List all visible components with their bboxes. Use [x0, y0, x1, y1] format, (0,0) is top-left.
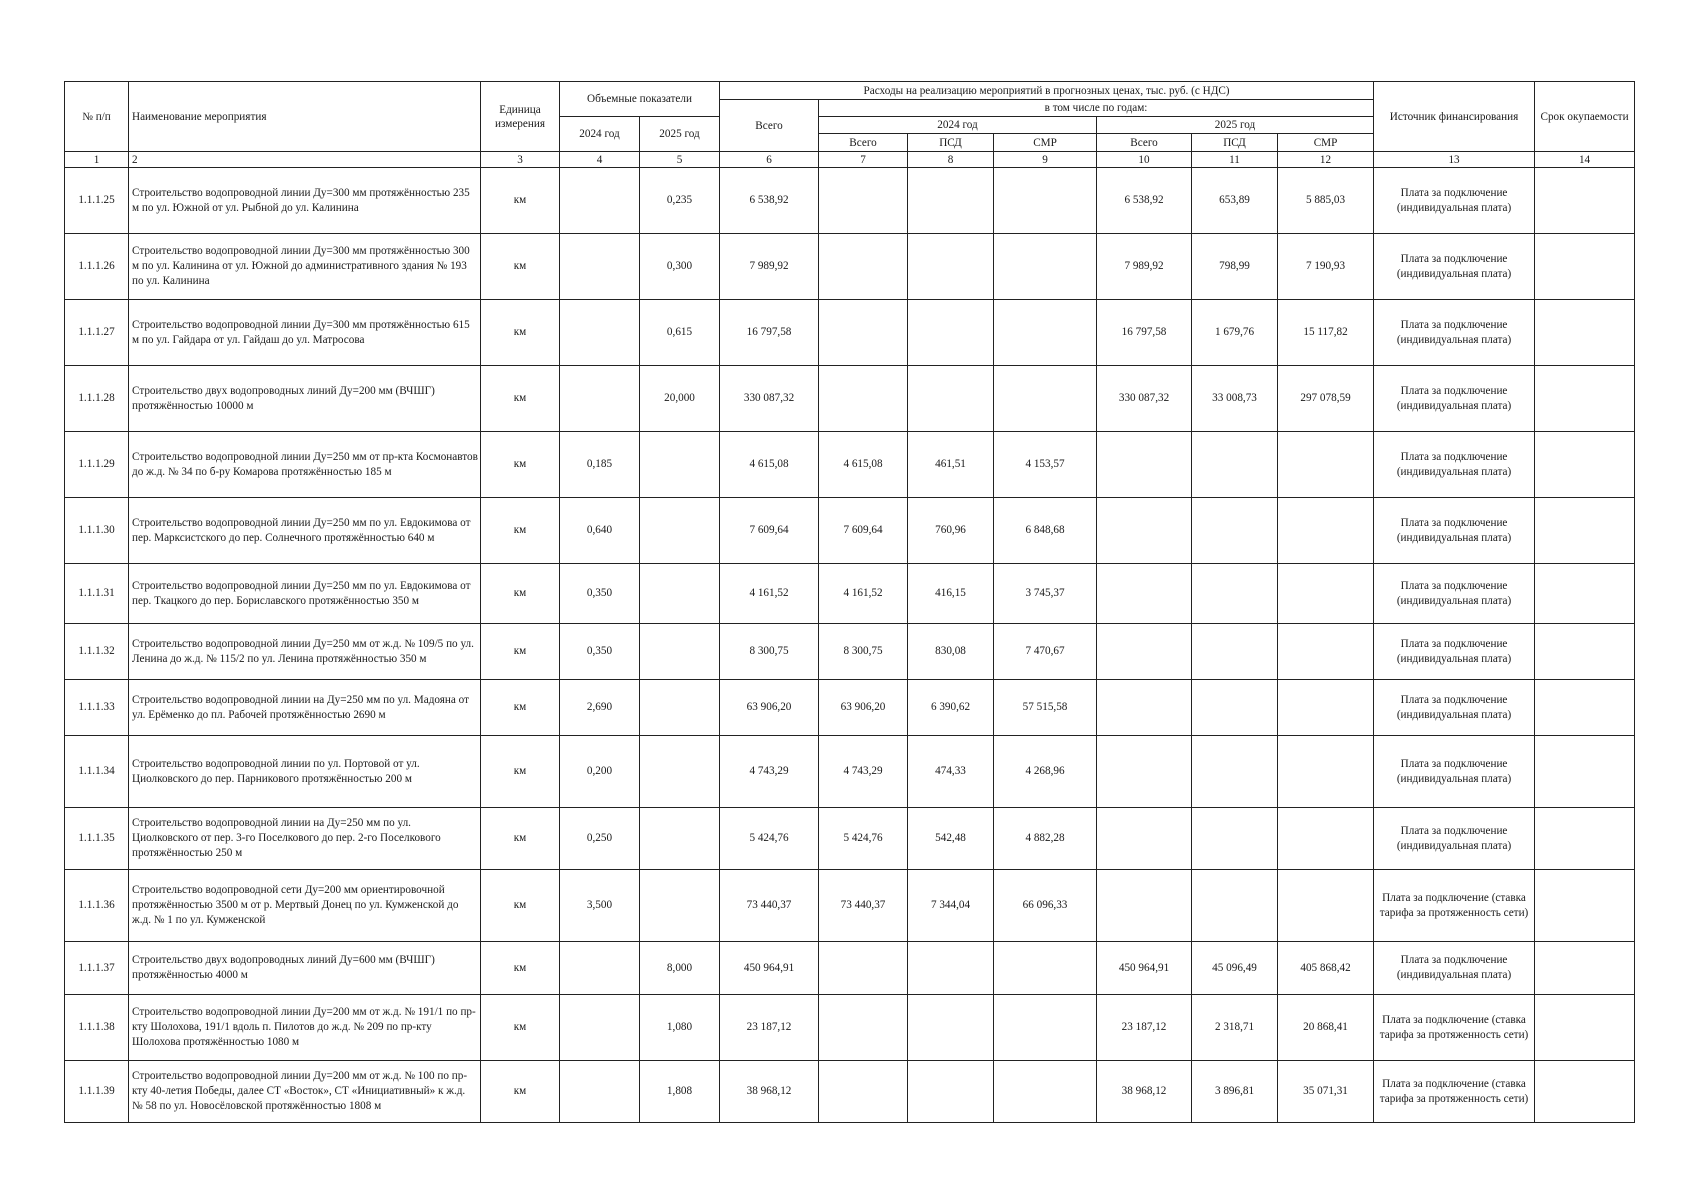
volume-2025-cell: 20,000	[640, 366, 720, 432]
total-2024-cell	[819, 942, 908, 995]
payback-cell	[1535, 300, 1635, 366]
volume-2025-cell	[640, 624, 720, 680]
total-2024-cell: 4 615,08	[819, 432, 908, 498]
unit-cell: км	[481, 498, 560, 564]
measure-name: Строительство водопроводной линии Ду=300 мм протяжённостью 300 м по ул. Калинина от ул. Южной до административного здания № 193 по ул. Калинина	[129, 234, 481, 300]
volume-2025-cell: 0,300	[640, 234, 720, 300]
smr-2024-cell	[994, 234, 1097, 300]
header-expenses: Расходы на реализацию мероприятий в прогнозных ценах, тыс. руб. (с НДС)	[720, 82, 1374, 100]
total-2025-cell: 450 964,91	[1097, 942, 1192, 995]
table-row	[65, 942, 1635, 995]
volume-2024-cell: 0,350	[560, 624, 640, 680]
smr-2025-cell	[1278, 870, 1374, 942]
unit-cell: км	[481, 366, 560, 432]
psd-2025-cell: 33 008,73	[1192, 366, 1278, 432]
smr-2025-cell	[1278, 624, 1374, 680]
header-2025-total: Всего	[1097, 134, 1192, 152]
table-row	[65, 300, 1635, 366]
psd-2024-cell	[908, 995, 994, 1061]
payback-cell	[1535, 168, 1635, 234]
measure-name: Строительство водопроводной линии на Ду=250 мм по ул. Циолковского от пер. 3-го Поселкового до пер. 2-го Поселкового протяжённостью 250 м	[129, 808, 481, 870]
smr-2024-cell	[994, 300, 1097, 366]
total-2025-cell: 16 797,58	[1097, 300, 1192, 366]
smr-2024-cell	[994, 995, 1097, 1061]
total-2024-cell: 5 424,76	[819, 808, 908, 870]
smr-2024-cell: 4 268,96	[994, 736, 1097, 808]
row-number: 1.1.1.25	[65, 168, 129, 234]
header-2024-psd: ПСД	[908, 134, 994, 152]
smr-2024-cell: 4 882,28	[994, 808, 1097, 870]
psd-2024-cell: 416,15	[908, 564, 994, 624]
total-2025-cell	[1097, 736, 1192, 808]
volume-2024-cell: 0,250	[560, 808, 640, 870]
psd-2025-cell	[1192, 736, 1278, 808]
smr-2025-cell	[1278, 680, 1374, 736]
total-2025-cell	[1097, 870, 1192, 942]
volume-2024-cell	[560, 300, 640, 366]
header-unit: Единица измерения	[481, 82, 560, 152]
volume-2025-cell	[640, 736, 720, 808]
total-cost-cell: 4 743,29	[720, 736, 819, 808]
unit-cell: км	[481, 680, 560, 736]
psd-2024-cell: 830,08	[908, 624, 994, 680]
row-number: 1.1.1.39	[65, 1061, 129, 1123]
column-number: 10	[1097, 152, 1192, 168]
total-2024-cell	[819, 234, 908, 300]
total-2024-cell: 4 743,29	[819, 736, 908, 808]
total-2024-cell	[819, 300, 908, 366]
header-num: № п/п	[65, 82, 129, 152]
total-2024-cell: 7 609,64	[819, 498, 908, 564]
column-number: 11	[1192, 152, 1278, 168]
funding-source-cell: Плата за подключение (индивидуальная плата)	[1374, 300, 1535, 366]
table-row	[65, 870, 1635, 942]
unit-cell: км	[481, 1061, 560, 1123]
column-number-row	[65, 152, 1635, 168]
psd-2025-cell	[1192, 624, 1278, 680]
total-2024-cell: 4 161,52	[819, 564, 908, 624]
payback-cell	[1535, 870, 1635, 942]
psd-2025-cell: 2 318,71	[1192, 995, 1278, 1061]
total-cost-cell: 23 187,12	[720, 995, 819, 1061]
smr-2024-cell	[994, 942, 1097, 995]
psd-2024-cell	[908, 234, 994, 300]
row-number: 1.1.1.30	[65, 498, 129, 564]
smr-2025-cell: 7 190,93	[1278, 234, 1374, 300]
funding-source-cell: Плата за подключение (индивидуальная плата)	[1374, 168, 1535, 234]
psd-2024-cell: 6 390,62	[908, 680, 994, 736]
total-2025-cell	[1097, 624, 1192, 680]
payback-cell	[1535, 736, 1635, 808]
psd-2025-cell	[1192, 432, 1278, 498]
total-2025-cell	[1097, 680, 1192, 736]
psd-2025-cell	[1192, 498, 1278, 564]
smr-2025-cell	[1278, 564, 1374, 624]
total-2024-cell	[819, 1061, 908, 1123]
total-cost-cell: 38 968,12	[720, 1061, 819, 1123]
measure-name: Строительство двух водопроводных линий Ду=600 мм (ВЧШГ) протяжённостью 4000 м	[129, 942, 481, 995]
total-cost-cell: 4 161,52	[720, 564, 819, 624]
psd-2024-cell: 760,96	[908, 498, 994, 564]
measure-name: Строительство водопроводной линии Ду=200 мм от ж.д. № 191/1 по пр-кту Шолохова, 191/1 вдоль п. Пилотов до ж.д. № 209 по пр-кту Шолохова протяжённостью 1080 м	[129, 995, 481, 1061]
table-row	[65, 1061, 1635, 1123]
measure-name: Строительство водопроводной линии Ду=200 мм от ж.д. № 100 по пр-кту 40-летия Победы, далее СТ «Восток», СТ «Инициативный» к ж.д. № 58 по ул. Новосёловской протяжённостью 1808 м	[129, 1061, 481, 1123]
table-row	[65, 680, 1635, 736]
measure-name: Строительство водопроводной линии на Ду=250 мм по ул. Мадояна от ул. Ерёменко до пл. Рабочей протяжённостью 2690 м	[129, 680, 481, 736]
smr-2024-cell	[994, 1061, 1097, 1123]
total-cost-cell: 4 615,08	[720, 432, 819, 498]
unit-cell: км	[481, 942, 560, 995]
smr-2025-cell: 405 868,42	[1278, 942, 1374, 995]
header-vol-2025: 2025 год	[640, 117, 720, 152]
smr-2024-cell	[994, 366, 1097, 432]
payback-cell	[1535, 498, 1635, 564]
total-cost-cell: 5 424,76	[720, 808, 819, 870]
header-vol-2024: 2024 год	[560, 117, 640, 152]
total-cost-cell: 7 989,92	[720, 234, 819, 300]
measure-name: Строительство водопроводной линии Ду=300 мм протяжённостью 615 м по ул. Гайдара от ул. Гайдаш до ул. Матросова	[129, 300, 481, 366]
total-cost-cell: 6 538,92	[720, 168, 819, 234]
row-number: 1.1.1.31	[65, 564, 129, 624]
total-2025-cell	[1097, 564, 1192, 624]
smr-2025-cell	[1278, 736, 1374, 808]
psd-2024-cell: 474,33	[908, 736, 994, 808]
psd-2024-cell	[908, 168, 994, 234]
psd-2024-cell: 7 344,04	[908, 870, 994, 942]
total-2025-cell: 38 968,12	[1097, 1061, 1192, 1123]
header-volume: Объемные показатели	[560, 82, 720, 117]
funding-source-cell: Плата за подключение (ставка тарифа за протяженность сети)	[1374, 995, 1535, 1061]
volume-2025-cell: 1,808	[640, 1061, 720, 1123]
volume-2025-cell: 0,235	[640, 168, 720, 234]
row-number: 1.1.1.33	[65, 680, 129, 736]
smr-2025-cell: 297 078,59	[1278, 366, 1374, 432]
smr-2024-cell: 7 470,67	[994, 624, 1097, 680]
column-number: 12	[1278, 152, 1374, 168]
payback-cell	[1535, 995, 1635, 1061]
table-row	[65, 564, 1635, 624]
header-payback: Срок окупаемости	[1535, 82, 1635, 152]
psd-2025-cell	[1192, 870, 1278, 942]
header-2024-total: Всего	[819, 134, 908, 152]
psd-2025-cell: 1 679,76	[1192, 300, 1278, 366]
column-number: 2	[129, 152, 481, 168]
volume-2024-cell	[560, 995, 640, 1061]
total-cost-cell: 7 609,64	[720, 498, 819, 564]
smr-2025-cell	[1278, 432, 1374, 498]
column-number: 14	[1535, 152, 1635, 168]
column-number: 4	[560, 152, 640, 168]
funding-source-cell: Плата за подключение (индивидуальная плата)	[1374, 624, 1535, 680]
funding-source-cell: Плата за подключение (индивидуальная плата)	[1374, 432, 1535, 498]
funding-source-cell: Плата за подключение (ставка тарифа за протяженность сети)	[1374, 1061, 1535, 1123]
volume-2025-cell	[640, 808, 720, 870]
volume-2025-cell	[640, 498, 720, 564]
table-row	[65, 624, 1635, 680]
total-2025-cell: 330 087,32	[1097, 366, 1192, 432]
total-cost-cell: 8 300,75	[720, 624, 819, 680]
smr-2025-cell: 15 117,82	[1278, 300, 1374, 366]
header-name: Наименование мероприятия	[129, 82, 481, 152]
psd-2025-cell: 653,89	[1192, 168, 1278, 234]
unit-cell: км	[481, 995, 560, 1061]
payback-cell	[1535, 680, 1635, 736]
row-number: 1.1.1.34	[65, 736, 129, 808]
measure-name: Строительство водопроводной линии Ду=250 мм по ул. Евдокимова от пер. Марксистского до пер. Солнечного протяжённостью 640 м	[129, 498, 481, 564]
column-number: 3	[481, 152, 560, 168]
volume-2025-cell	[640, 870, 720, 942]
total-cost-cell: 63 906,20	[720, 680, 819, 736]
header-source: Источник финансирования	[1374, 82, 1535, 152]
row-number: 1.1.1.38	[65, 995, 129, 1061]
header-total: Всего	[720, 100, 819, 152]
funding-source-cell: Плата за подключение (индивидуальная плата)	[1374, 736, 1535, 808]
payback-cell	[1535, 432, 1635, 498]
total-2024-cell: 8 300,75	[819, 624, 908, 680]
total-2024-cell	[819, 168, 908, 234]
header-2025-psd: ПСД	[1192, 134, 1278, 152]
total-2024-cell	[819, 995, 908, 1061]
total-2024-cell: 63 906,20	[819, 680, 908, 736]
smr-2024-cell: 4 153,57	[994, 432, 1097, 498]
funding-source-cell: Плата за подключение (индивидуальная плата)	[1374, 680, 1535, 736]
total-2025-cell	[1097, 808, 1192, 870]
column-number: 7	[819, 152, 908, 168]
volume-2024-cell: 0,200	[560, 736, 640, 808]
smr-2025-cell: 5 885,03	[1278, 168, 1374, 234]
table-row	[65, 168, 1635, 234]
row-number: 1.1.1.27	[65, 300, 129, 366]
row-number: 1.1.1.35	[65, 808, 129, 870]
total-2025-cell	[1097, 498, 1192, 564]
total-2024-cell	[819, 366, 908, 432]
total-cost-cell: 16 797,58	[720, 300, 819, 366]
volume-2024-cell	[560, 366, 640, 432]
volume-2024-cell: 2,690	[560, 680, 640, 736]
row-number: 1.1.1.37	[65, 942, 129, 995]
table-row	[65, 234, 1635, 300]
payback-cell	[1535, 1061, 1635, 1123]
volume-2024-cell	[560, 942, 640, 995]
smr-2024-cell: 57 515,58	[994, 680, 1097, 736]
psd-2025-cell	[1192, 680, 1278, 736]
payback-cell	[1535, 366, 1635, 432]
header-by-years: в том числе по годам:	[819, 100, 1374, 117]
payback-cell	[1535, 808, 1635, 870]
total-2025-cell	[1097, 432, 1192, 498]
funding-source-cell: Плата за подключение (ставка тарифа за протяженность сети)	[1374, 870, 1535, 942]
smr-2025-cell	[1278, 498, 1374, 564]
unit-cell: км	[481, 808, 560, 870]
measure-name: Строительство водопроводной линии Ду=250 мм от ж.д. № 109/5 по ул. Ленина до ж.д. № 115/2 по ул. Ленина протяжённостью 350 м	[129, 624, 481, 680]
psd-2025-cell	[1192, 808, 1278, 870]
payback-cell	[1535, 234, 1635, 300]
funding-source-cell: Плата за подключение (индивидуальная плата)	[1374, 366, 1535, 432]
volume-2024-cell: 3,500	[560, 870, 640, 942]
funding-source-cell: Плата за подключение (индивидуальная плата)	[1374, 942, 1535, 995]
total-cost-cell: 73 440,37	[720, 870, 819, 942]
total-2025-cell: 6 538,92	[1097, 168, 1192, 234]
header-2024-smr: СМР	[994, 134, 1097, 152]
unit-cell: км	[481, 736, 560, 808]
psd-2024-cell	[908, 300, 994, 366]
table-row	[65, 995, 1635, 1061]
smr-2024-cell: 3 745,37	[994, 564, 1097, 624]
volume-2025-cell: 1,080	[640, 995, 720, 1061]
volume-2024-cell	[560, 234, 640, 300]
smr-2024-cell	[994, 168, 1097, 234]
payback-cell	[1535, 624, 1635, 680]
volume-2024-cell: 0,350	[560, 564, 640, 624]
smr-2025-cell	[1278, 808, 1374, 870]
volume-2025-cell: 0,615	[640, 300, 720, 366]
column-number: 5	[640, 152, 720, 168]
measure-name: Строительство водопроводной сети Ду=200 мм ориентировочной протяжённостью 3500 м от р. Мертвый Донец по ул. Кумженской до ж.д. № 1 по ул. Кумженской	[129, 870, 481, 942]
volume-2025-cell	[640, 432, 720, 498]
psd-2025-cell: 3 896,81	[1192, 1061, 1278, 1123]
header-2025-smr: СМР	[1278, 134, 1374, 152]
table-row	[65, 808, 1635, 870]
column-number: 1	[65, 152, 129, 168]
table-row	[65, 498, 1635, 564]
total-cost-cell: 450 964,91	[720, 942, 819, 995]
smr-2024-cell: 6 848,68	[994, 498, 1097, 564]
smr-2024-cell: 66 096,33	[994, 870, 1097, 942]
measure-name: Строительство водопроводной линии Ду=250 мм по ул. Евдокимова от пер. Ткацкого до пер. Бориславского протяжённостью 350 м	[129, 564, 481, 624]
column-number: 9	[994, 152, 1097, 168]
volume-2024-cell	[560, 168, 640, 234]
column-number: 8	[908, 152, 994, 168]
psd-2025-cell	[1192, 564, 1278, 624]
total-2025-cell: 7 989,92	[1097, 234, 1192, 300]
funding-source-cell: Плата за подключение (индивидуальная плата)	[1374, 564, 1535, 624]
total-2024-cell: 73 440,37	[819, 870, 908, 942]
smr-2025-cell: 35 071,31	[1278, 1061, 1374, 1123]
unit-cell: км	[481, 234, 560, 300]
psd-2024-cell	[908, 942, 994, 995]
smr-2025-cell: 20 868,41	[1278, 995, 1374, 1061]
psd-2024-cell: 461,51	[908, 432, 994, 498]
total-2025-cell: 23 187,12	[1097, 995, 1192, 1061]
volume-2025-cell	[640, 680, 720, 736]
table-row	[65, 736, 1635, 808]
column-number: 13	[1374, 152, 1535, 168]
volume-2024-cell: 0,640	[560, 498, 640, 564]
row-number: 1.1.1.29	[65, 432, 129, 498]
row-number: 1.1.1.28	[65, 366, 129, 432]
volume-2025-cell	[640, 564, 720, 624]
total-cost-cell: 330 087,32	[720, 366, 819, 432]
row-number: 1.1.1.36	[65, 870, 129, 942]
row-number: 1.1.1.32	[65, 624, 129, 680]
funding-source-cell: Плата за подключение (индивидуальная плата)	[1374, 498, 1535, 564]
psd-2025-cell: 45 096,49	[1192, 942, 1278, 995]
measure-name: Строительство двух водопроводных линий Ду=200 мм (ВЧШГ) протяжённостью 10000 м	[129, 366, 481, 432]
payback-cell	[1535, 942, 1635, 995]
unit-cell: км	[481, 564, 560, 624]
table-row	[65, 366, 1635, 432]
unit-cell: км	[481, 300, 560, 366]
measure-name: Строительство водопроводной линии Ду=250 мм от пр-кта Космонавтов до ж.д. № 34 по б-ру Комарова протяжённостью 185 м	[129, 432, 481, 498]
header-year-2024: 2024 год	[819, 117, 1097, 134]
measures-table	[64, 81, 1635, 1123]
funding-source-cell: Плата за подключение (индивидуальная плата)	[1374, 808, 1535, 870]
document-sheet	[64, 81, 1634, 1123]
funding-source-cell: Плата за подключение (индивидуальная плата)	[1374, 234, 1535, 300]
table-row	[65, 432, 1635, 498]
column-number: 6	[720, 152, 819, 168]
measure-name: Строительство водопроводной линии по ул. Портовой от ул. Циолковского до пер. Парникового протяжённостью 200 м	[129, 736, 481, 808]
unit-cell: км	[481, 432, 560, 498]
unit-cell: км	[481, 870, 560, 942]
row-number: 1.1.1.26	[65, 234, 129, 300]
volume-2024-cell	[560, 1061, 640, 1123]
header-year-2025: 2025 год	[1097, 117, 1374, 134]
psd-2024-cell: 542,48	[908, 808, 994, 870]
payback-cell	[1535, 564, 1635, 624]
psd-2024-cell	[908, 366, 994, 432]
measure-name: Строительство водопроводной линии Ду=300 мм протяжённостью 235 м по ул. Южной от ул. Рыбной до ул. Калинина	[129, 168, 481, 234]
volume-2025-cell: 8,000	[640, 942, 720, 995]
psd-2024-cell	[908, 1061, 994, 1123]
psd-2025-cell: 798,99	[1192, 234, 1278, 300]
unit-cell: км	[481, 624, 560, 680]
volume-2024-cell: 0,185	[560, 432, 640, 498]
unit-cell: км	[481, 168, 560, 234]
